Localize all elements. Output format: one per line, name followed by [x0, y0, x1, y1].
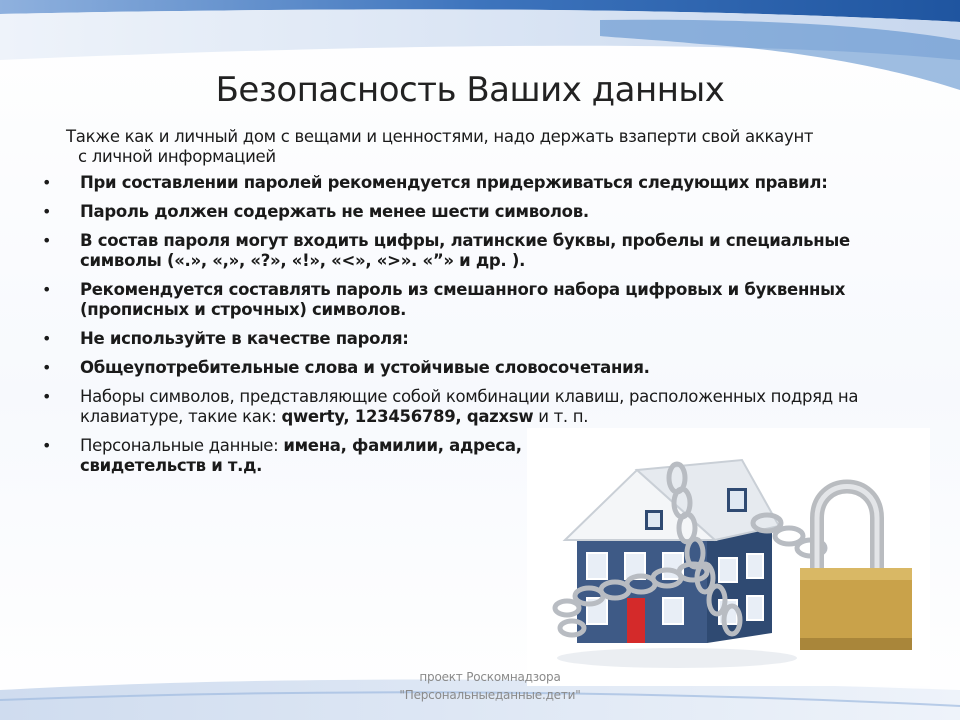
bullet-text: Наборы символов, представляющие собой комбинации клавиш, расположенных подряд на клавиатуре, такие как:	[80, 387, 859, 426]
bullet-dot: •	[42, 387, 52, 406]
bullet-text: имена, фамилии, адреса, номера паспортов, страховых свидетельств и т.д.	[80, 436, 806, 475]
intro-paragraph	[66, 127, 920, 167]
bullet-item	[40, 358, 910, 378]
footer-line-2: "Персональныеданные.дети"	[399, 688, 581, 702]
bullet-dot: •	[42, 436, 52, 455]
bullet-item	[40, 173, 910, 193]
bullet-text: Не используйте в качестве пароля:	[80, 329, 409, 348]
slide-title: Безопасность Ваших данных	[215, 70, 725, 110]
bullet-dot: •	[42, 280, 52, 299]
bullet-text: Рекомендуется составлять пароль из смешанного набора цифровых и буквенных (прописных и строчных) символов.	[80, 280, 846, 319]
bullet-dot: •	[42, 231, 52, 250]
bullet-text: Общеупотребительные слова и устойчивые словосочетания.	[80, 358, 650, 377]
bullet-item	[40, 231, 910, 271]
bullet-text: qwerty, 123456789, qazxsw	[281, 407, 534, 426]
footer-line-1: проект Роскомнадзора	[419, 670, 561, 684]
bullet-dot: •	[42, 202, 52, 221]
bullet-text: и т. п.	[533, 407, 589, 426]
bullet-text: При составлении паролей рекомендуется придерживаться следующих правил:	[80, 173, 828, 192]
intro-line-2: с личной информацией	[78, 147, 276, 166]
bullet-dot: •	[42, 329, 52, 348]
bullet-dot: •	[42, 173, 52, 192]
bullet-item	[40, 202, 910, 222]
bullet-item	[40, 329, 910, 349]
bullet-text: Персональные данные:	[80, 436, 284, 455]
intro-line-1: Также как и личный дом с вещами и ценностями, надо держать взаперти свой аккаунт	[66, 127, 814, 146]
slide-footer	[340, 668, 640, 704]
bullet-item	[40, 280, 910, 320]
bullet-text: Пароль должен содержать не менее шести символов.	[80, 202, 589, 221]
bullet-text: В состав пароля могут входить цифры, латинские буквы, пробелы и специальные символы («.», «,», «?», «!», «<», «>». «”» и др. ).	[80, 231, 850, 270]
house-chained-padlock-image	[527, 428, 930, 686]
bullet-dot: •	[42, 358, 52, 377]
bullet-item	[40, 387, 910, 427]
